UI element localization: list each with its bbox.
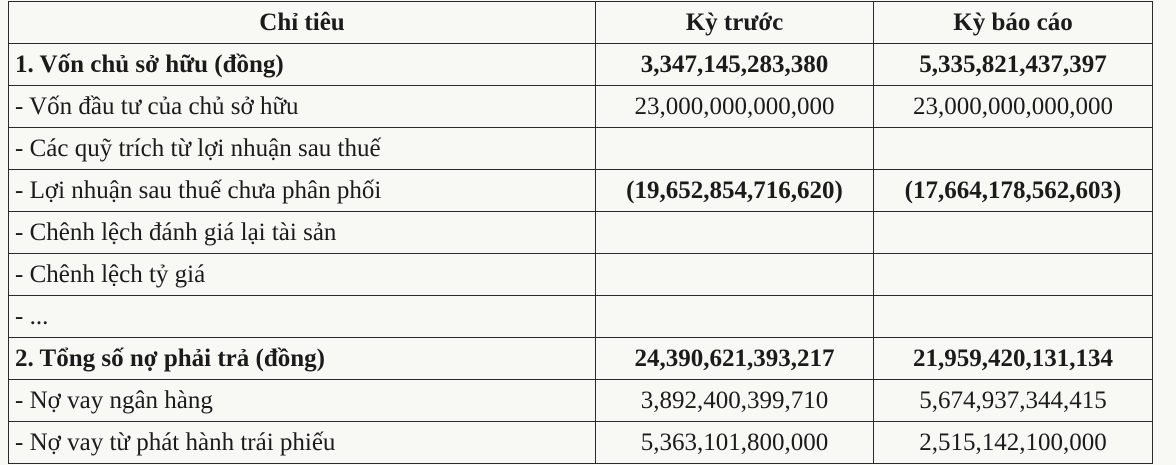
row-label: 2. Tổng số nợ phải trả (đồng) [9,338,596,380]
table-row [9,128,1153,170]
table-header-row [9,2,1153,44]
row-previous-value: 3,892,400,399,710 [596,380,874,422]
row-current-value [874,254,1153,296]
header-reporting-period: Kỳ báo cáo [874,2,1153,44]
table-row [9,254,1153,296]
row-current-value [874,296,1153,338]
row-previous-value [596,212,874,254]
row-current-value: 5,335,821,437,397 [874,44,1153,86]
header-indicator: Chỉ tiêu [9,2,596,44]
row-previous-value: (19,652,854,716,620) [596,170,874,212]
row-label: - Các quỹ trích từ lợi nhuận sau thuế [9,128,596,170]
table-row [9,44,1153,86]
row-label: - Lợi nhuận sau thuế chưa phân phối [9,170,596,212]
row-current-value: (17,664,178,562,603) [874,170,1153,212]
row-label: - ... [9,296,596,338]
financial-table [8,1,1153,464]
table-row [9,86,1153,128]
row-label: - Chênh lệch đánh giá lại tài sản [9,212,596,254]
row-current-value [874,212,1153,254]
row-previous-value [596,296,874,338]
row-label: - Vốn đầu tư của chủ sở hữu [9,86,596,128]
row-label: 1. Vốn chủ sở hữu (đồng) [9,44,596,86]
row-current-value: 21,959,420,131,134 [874,338,1153,380]
row-label: - Chênh lệch tỷ giá [9,254,596,296]
row-previous-value [596,128,874,170]
row-label: - Nợ vay ngân hàng [9,380,596,422]
table-row [9,296,1153,338]
row-previous-value: 5,363,101,800,000 [596,422,874,464]
row-current-value: 23,000,000,000,000 [874,86,1153,128]
row-current-value: 2,515,142,100,000 [874,422,1153,464]
table-row [9,338,1153,380]
row-previous-value: 23,000,000,000,000 [596,86,874,128]
row-previous-value [596,254,874,296]
row-current-value [874,128,1153,170]
header-previous-period: Kỳ trước [596,2,874,44]
table-row [9,380,1153,422]
table-row [9,212,1153,254]
row-current-value: 5,674,937,344,415 [874,380,1153,422]
row-previous-value: 3,347,145,283,380 [596,44,874,86]
table-row [9,170,1153,212]
row-label: - Nợ vay từ phát hành trái phiếu [9,422,596,464]
table-row [9,422,1153,464]
row-previous-value: 24,390,621,393,217 [596,338,874,380]
